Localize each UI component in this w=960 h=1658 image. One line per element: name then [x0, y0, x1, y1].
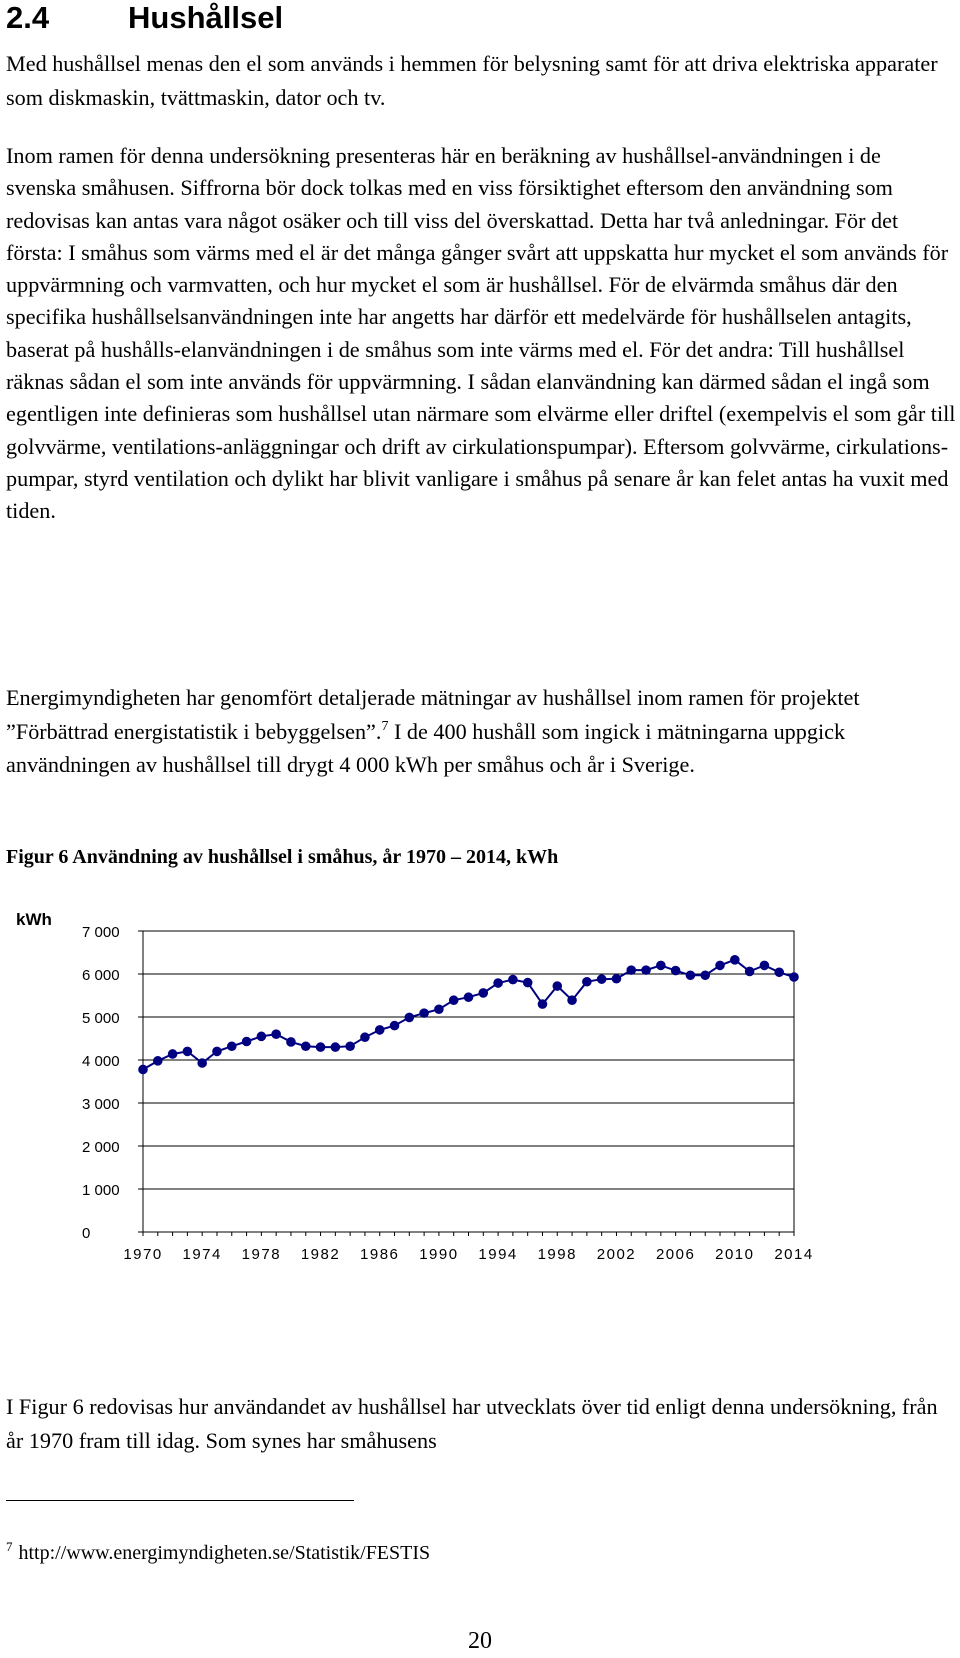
x-tick-label: 2010 — [715, 1246, 755, 1263]
y-tick-label: 1 000 — [82, 1182, 120, 1199]
data-point — [331, 1043, 340, 1052]
data-point — [583, 977, 592, 986]
paragraph-definition: Med hushållsel menas den el som används i hemmen för belysning samt för att driva elektriska apparater som diskmaskin, tvättmaskin, dator och tv. — [6, 51, 938, 110]
data-point — [701, 971, 710, 980]
data-point — [287, 1038, 296, 1047]
data-point — [435, 1005, 444, 1014]
chart-axes — [138, 931, 794, 1236]
data-point — [775, 968, 784, 977]
data-point — [168, 1050, 177, 1059]
x-tick-label: 1982 — [300, 1246, 341, 1263]
x-tick-label: 2014 — [774, 1246, 814, 1263]
x-tick-label: 1970 — [123, 1246, 163, 1263]
figure-caption: Figur 6 Användning av hushållsel i småhus, år 1970 – 2014, kWh — [6, 846, 559, 868]
data-point — [494, 979, 503, 988]
footnote-link[interactable]: http://www.energimyndigheten.se/Statistik/FESTIS — [18, 1542, 431, 1564]
y-tick-label: 7 000 — [82, 924, 120, 941]
data-point — [449, 996, 458, 1005]
y-tick-label: 3 000 — [82, 1096, 120, 1113]
data-point — [242, 1037, 251, 1046]
data-point — [716, 961, 725, 970]
data-point — [479, 989, 488, 998]
series-line — [143, 960, 794, 1070]
data-point — [405, 1013, 414, 1022]
data-point — [612, 974, 621, 983]
data-point — [657, 961, 666, 970]
data-point — [553, 982, 562, 991]
data-point — [316, 1043, 325, 1052]
data-point — [790, 973, 799, 982]
data-point — [153, 1057, 162, 1066]
x-tick-label: 1986 — [360, 1246, 400, 1263]
paragraph-measurements-text-cont: I de 400 hushåll som ingick i mätningarna uppgick användningen av hushållsel till drygt 4 000 kWh per småhus och år i Sverige. — [6, 718, 846, 777]
paragraph-figure-discussion: I Figur 6 redovisas hur användandet av hushållsel har utvecklats över tid enligt denna undersökning, från år 1970 fram till idag. Som synes har småhusens — [6, 1394, 938, 1453]
x-tick-label: 1994 — [478, 1246, 518, 1263]
data-point — [509, 975, 518, 984]
page-number: 20 — [468, 1628, 492, 1654]
y-axis-label: kWh — [16, 910, 52, 929]
data-point — [642, 966, 651, 975]
section-number: 2.4 — [6, 0, 50, 35]
data-point — [257, 1032, 266, 1041]
paragraph-measurements — [6, 681, 956, 782]
section-heading — [6, 0, 283, 36]
x-tick-label: 1990 — [419, 1246, 459, 1263]
data-point — [272, 1030, 281, 1039]
y-tick-label: 5 000 — [82, 1010, 120, 1027]
x-tick-label: 2006 — [655, 1246, 696, 1263]
paragraph-method: Inom ramen för denna undersökning presenteras här en beräkning av hushållsel-användningen i de svenska småhusen. Siffrorna bör dock tolkas med en viss försiktighet eftersom den användning som redovisas kan antas vara något osäker och till viss del överskattad. Detta har två anledningar. För det första: I småhus som värms med el är det många gånger svårt att uppskatta hur mycket el som används för uppvärmning och varmvatten, och hur mycket el som är hushållsel. För de elvärmda småhus där den specifika hushållselsanvändningen inte har angetts har därför ett medelvärde för hushållselen antagits, baserat på hushålls-elanvändningen i de småhus som inte värms med el. För det andra: Till hushållsel räknas sådan el som inte används för uppvärmning. I sådan elanvändning kan därmed sådan el ingå som egentligen inte definieras som hushållsel utan närmare som elvärme eller driftel (exempelvis el som går till golvvärme, ventilations-anläggningar och drift av cirkulationspumpar). Eftersom golvvärme, cirkulations-pumpar, styrd ventilation och dylikt har blivit vanligare i småhus på senare år kan felet antas ha vuxit med tiden. — [6, 143, 956, 524]
data-point — [213, 1047, 222, 1056]
data-point — [346, 1042, 355, 1051]
data-point — [671, 966, 680, 975]
y-tick-label: 4 000 — [82, 1053, 120, 1070]
data-point — [420, 1009, 429, 1018]
data-point — [198, 1059, 207, 1068]
data-point — [745, 967, 754, 976]
x-tick-label: 1974 — [182, 1246, 222, 1263]
y-tick-label: 6 000 — [82, 967, 120, 984]
data-point — [375, 1026, 384, 1035]
y-tick-label: 0 — [82, 1225, 91, 1242]
y-tick-label: 2 000 — [82, 1139, 120, 1156]
data-point — [361, 1033, 370, 1042]
footnote-number: 7 — [6, 1539, 13, 1554]
data-point — [301, 1042, 310, 1051]
data-point — [760, 961, 769, 970]
chart-series — [139, 956, 799, 1074]
section-title: Hushållsel — [128, 0, 284, 35]
data-point — [183, 1047, 192, 1056]
data-point — [731, 956, 740, 965]
data-point — [538, 1000, 547, 1009]
paragraph-measurements-text: Energimyndigheten har genomfört detaljerade mätningar av hushållsel inom ramen för projektet ”Förbättrad energistatistik i bebyggelsen”. — [6, 685, 860, 744]
x-tick-label: 1998 — [537, 1246, 577, 1263]
data-point — [139, 1065, 148, 1074]
data-point — [227, 1042, 236, 1051]
data-point — [464, 993, 473, 1002]
footnote-reference[interactable]: 7 — [381, 718, 389, 734]
data-point — [568, 996, 577, 1005]
data-point — [686, 971, 695, 980]
x-tick-label: 2002 — [596, 1246, 637, 1263]
x-tick-label: 1978 — [241, 1246, 282, 1263]
footnote — [6, 1540, 430, 1566]
data-point — [523, 978, 532, 987]
footnote-separator — [6, 1500, 354, 1501]
chart-gridlines — [143, 974, 794, 1189]
household-electricity-line-chart — [6, 895, 956, 1335]
data-point — [597, 975, 606, 984]
data-point — [390, 1021, 399, 1030]
data-point — [627, 966, 636, 975]
